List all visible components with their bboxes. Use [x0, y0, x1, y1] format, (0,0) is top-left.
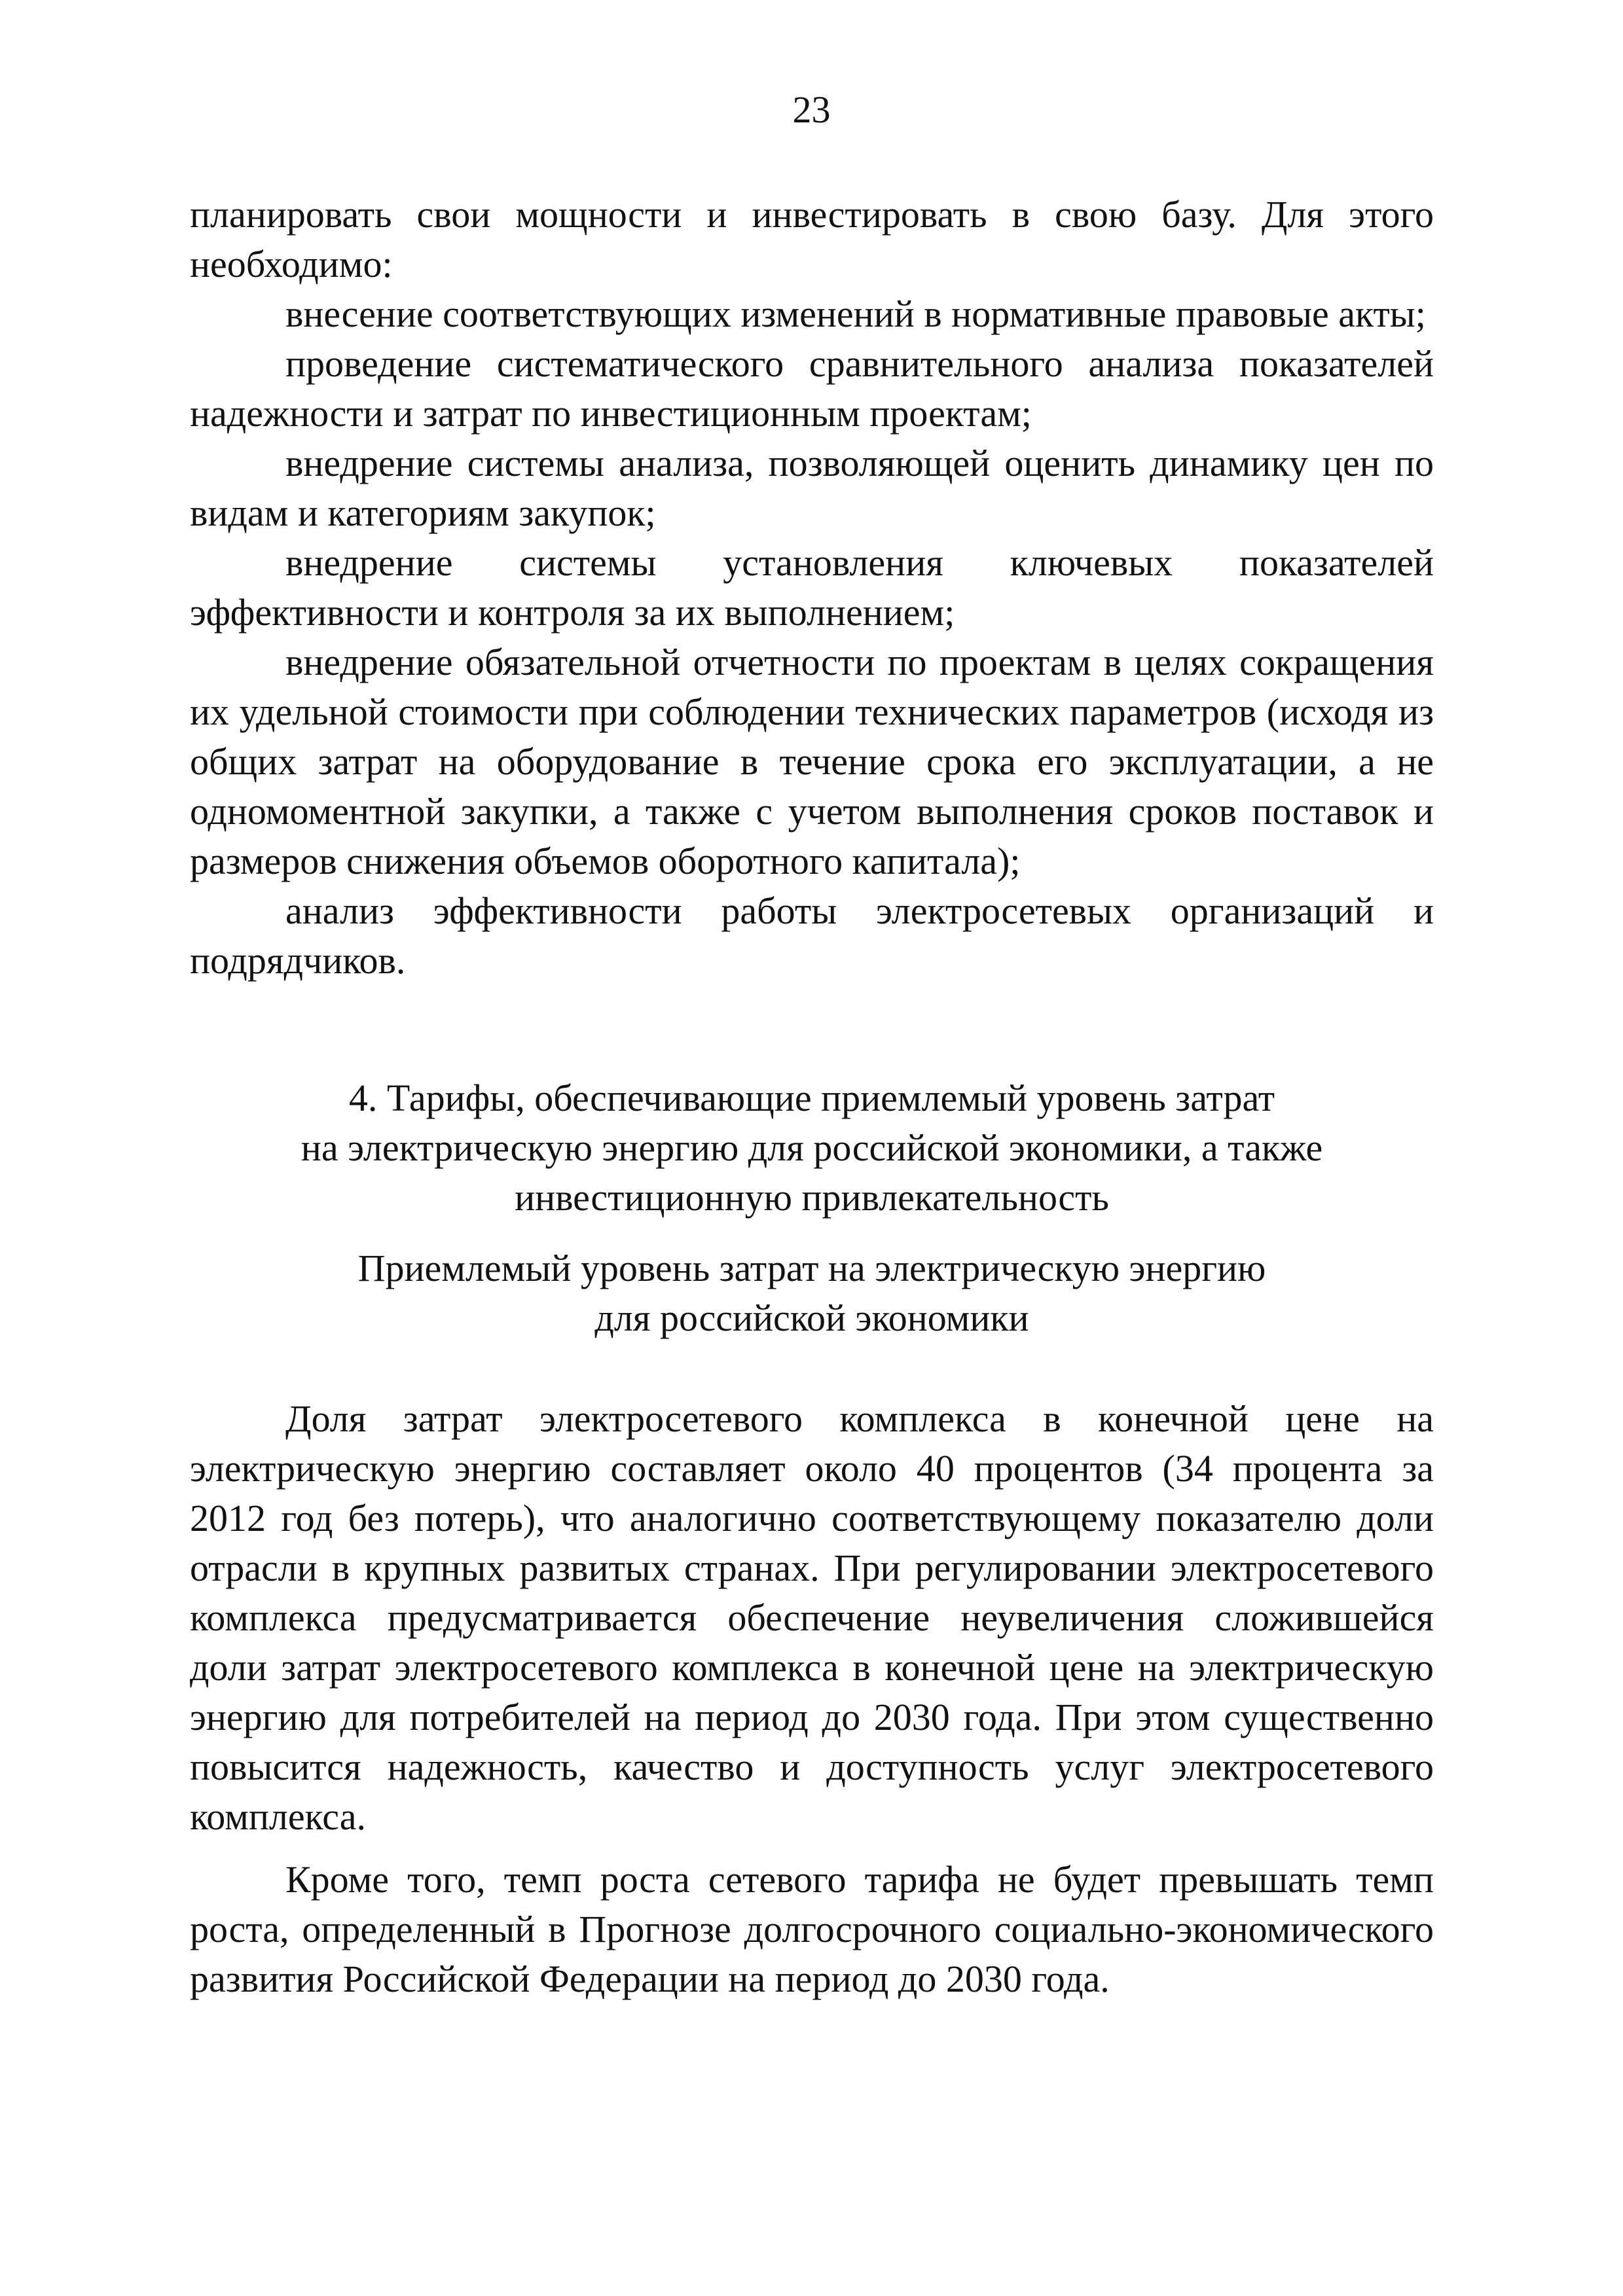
text-block-cost-share [190, 1394, 1434, 2004]
paragraph: внесение соответствующих изменений в нормативные правовые акты; [285, 293, 1426, 335]
text-block-measures [190, 190, 1434, 986]
subsection-heading-line: для российской экономики [594, 1297, 1029, 1339]
page-number: 23 [792, 88, 831, 131]
paragraph: внедрение обязательной отчетности по проектам в целях сокращения их удельной стоимости при соблюдении технических параметров (исходя из общих затрат на оборудование в течение срока его эксплуатации, а не одномоментной закупки, а также с учетом выполнения сроков поставок и размеров снижения объемов оборотного капитала); [190, 641, 1434, 882]
paragraph: внедрение системы установления ключевых показателей эффективности и контроля за их выполнением; [190, 541, 1434, 634]
paragraph: внедрение системы анализа, позволяющей оценить динамику цен по видам и категориям закупок; [190, 442, 1434, 534]
paragraph: проведение систематического сравнительного анализа показателей надежности и затрат по инвестиционным проектам; [190, 342, 1434, 435]
paragraph: планировать свои мощности и инвестировать в свою базу. Для этого необходимо: [190, 193, 1434, 285]
subsection-heading [190, 1244, 1434, 1343]
paragraph: Кроме того, темп роста сетевого тарифа не будет превышать темп роста, определенный в Прогнозе долгосрочного социально-экономического развития Российской Федерации на период до 2030 года. [190, 1858, 1434, 2000]
section-heading-line: на электрическую энергию для российской экономики, а также [301, 1126, 1323, 1169]
section-heading-line: 4. Тарифы, обеспечивающие приемлемый уровень затрат [348, 1077, 1275, 1119]
paragraph: Доля затрат электросетевого комплекса в конечной цене на электрическую энергию составляет около 40 процентов (34 процента за 2012 год без потерь), что аналогично соответствующему показателю доли отрасли в крупных развитых странах. При регулировании электросетевого комплекса предусматривается обеспечение неувеличения сложившейся доли затрат электросетевого комплекса в конечной цене на электрическую энергию для потребителей на период до 2030 года. При этом существенно повысится надежность, качество и доступность услуг электросетевого комплекса. [190, 1397, 1434, 1838]
section-heading [190, 1073, 1434, 1223]
subsection-heading-line: Приемлемый уровень затрат на электрическую энергию [357, 1247, 1266, 1289]
section-heading-line: инвестиционную привлекательность [515, 1176, 1109, 1219]
paragraph: анализ эффективности работы электросетевых организаций и подрядчиков. [190, 889, 1434, 982]
